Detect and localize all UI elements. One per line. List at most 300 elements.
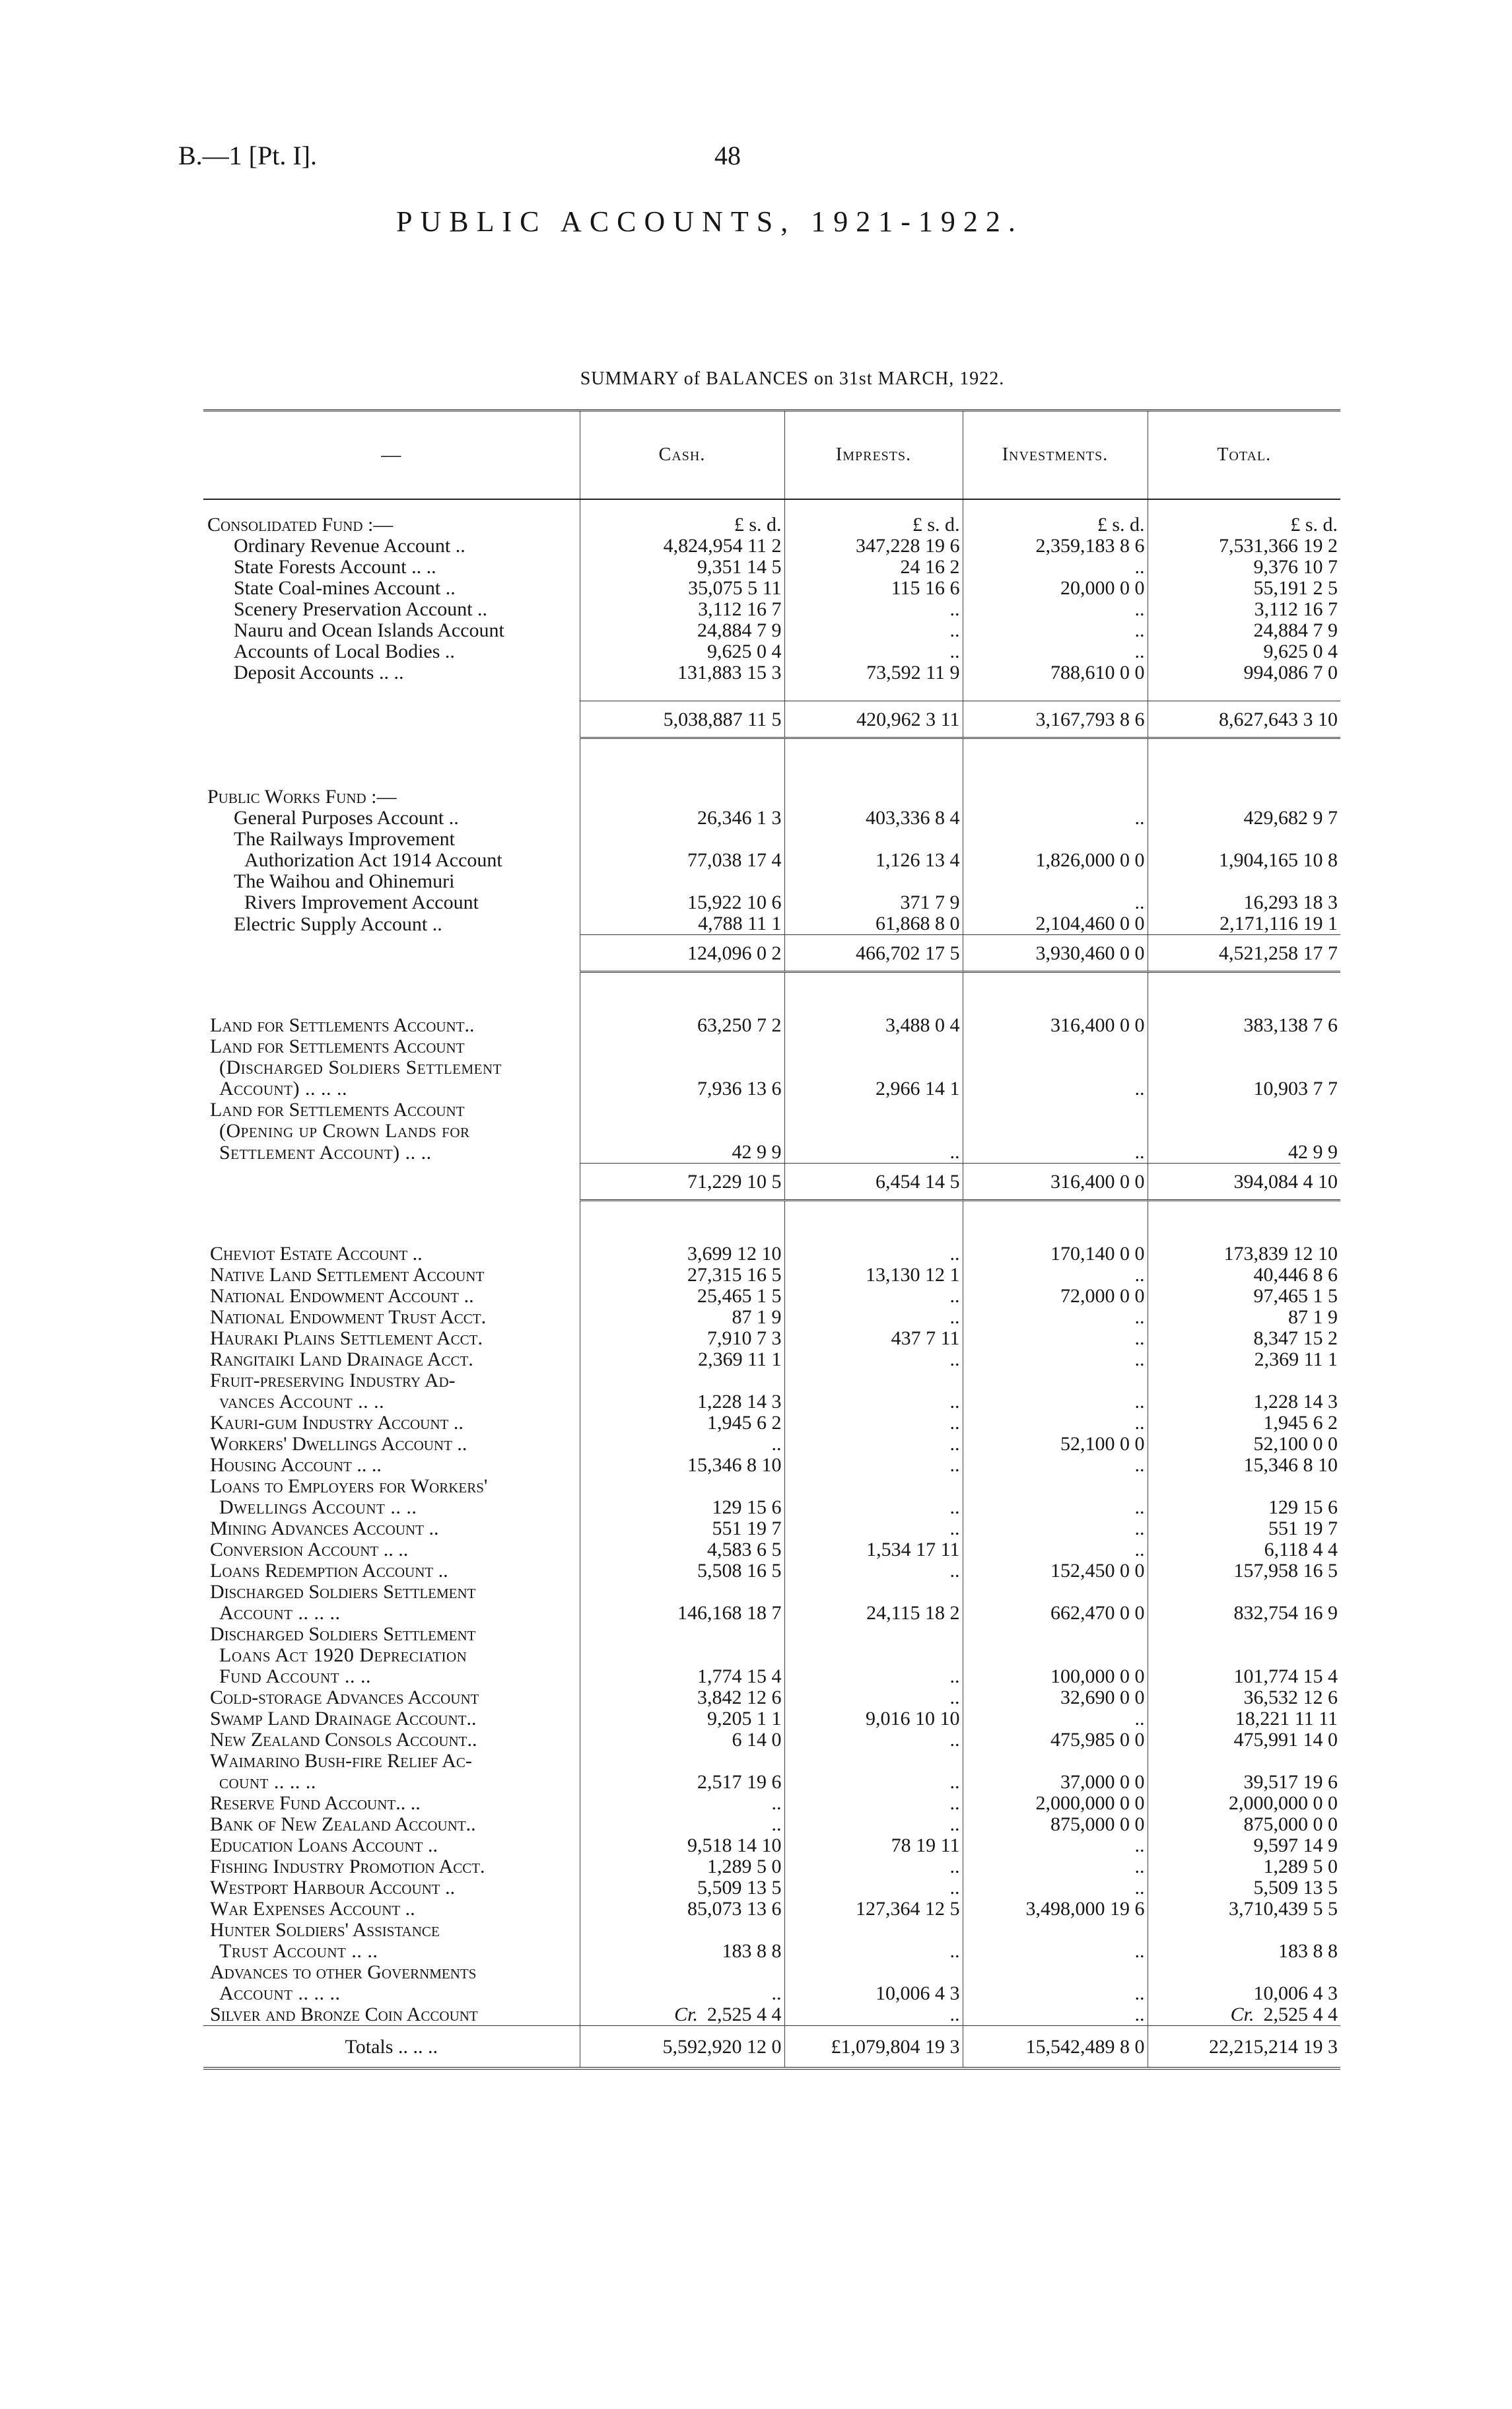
cell-imp: .. [784,1518,963,1539]
cell-imp: 371 7 9 [784,892,963,913]
cell-imp: .. [784,620,963,641]
spacer-cell [784,738,963,782]
row-label: Scenery Preservation Account .. [234,599,488,620]
spacer-cell [784,683,963,701]
subtotal-imp: 6,454 14 5 [784,1164,963,1201]
table-row [203,599,1340,620]
cell-inv: 2,000,000 0 0 [963,1793,1148,1814]
table-row [203,1539,1340,1560]
cell-imp: .. [784,1729,963,1751]
cell-tot: 5,509 13 5 [1148,1877,1340,1899]
cell-inv: .. [963,1265,1148,1286]
row-label: (Discharged Soldiers Settlement [219,1057,502,1078]
table-row [203,1015,1340,1036]
empty-cell [1148,1036,1340,1057]
row-label: The Waihou and Ohinemuri [234,871,455,892]
cell-inv: .. [963,1497,1148,1518]
cell-tot: 994,086 7 0 [1148,662,1340,683]
cell-imp: 127,364 12 5 [784,1899,963,1920]
cell-imp: 115 16 6 [784,578,963,599]
table-row [203,1751,1340,1772]
row-label: Trust Account .. .. [219,1941,378,1962]
row-label: Bank of New Zealand Account.. [210,1814,476,1835]
cell-cash: 24,884 7 9 [580,620,784,641]
subtotal-inv: 3,930,460 0 0 [963,935,1148,972]
table-row [203,1941,1340,1962]
table-row [203,1349,1340,1370]
table-row [203,1920,1340,1941]
empty-cell [784,829,963,850]
table-row [203,1057,1340,1078]
row-label: Rangitaiki Land Drainage Acct. [210,1349,473,1370]
table-row [203,499,1340,536]
cell-inv: .. [963,620,1148,641]
cell-imp: 13,130 12 1 [784,1265,963,1286]
empty-cell [580,1582,784,1603]
row-label: Swamp Land Drainage Account.. [210,1708,477,1729]
cell-inv: 316,400 0 0 [963,1015,1148,1036]
cell-imp: 9,016 10 10 [784,1708,963,1729]
row-label: Cold-storage Advances Account [210,1687,479,1708]
table-row [203,1793,1340,1814]
empty-cell [963,1476,1148,1497]
cell-tot: 173,839 12 10 [1148,1243,1340,1265]
spacer-cell [963,1201,1148,1244]
header-row [203,411,1340,500]
empty-cell [784,781,963,808]
empty-cell [580,781,784,808]
spacer-cell [784,1201,963,1244]
cell-inv: 2,104,460 0 0 [963,913,1148,935]
spacer-cell [963,738,1148,782]
subtotal-imp: 420,962 3 11 [784,701,963,738]
row-label: Account .. .. .. [219,1983,341,2004]
table-row [203,1370,1340,1391]
cell-cash: .. [580,1814,784,1835]
subtotal-cash: 5,038,887 11 5 [580,701,784,738]
cell-inv: .. [963,1518,1148,1539]
cell-tot: 10,903 7 7 [1148,1078,1340,1100]
cell-value: 2,525 4 4 [1263,2004,1338,2025]
table-row [203,1560,1340,1582]
table-row [203,892,1340,913]
row-label: vances Account .. .. [219,1391,385,1413]
row-label: Westport Harbour Account .. [210,1877,456,1899]
spacer-cell [1148,1201,1340,1244]
table-row [203,662,1340,683]
subtotal-tot: 394,084 4 10 [1148,1164,1340,1201]
empty-cell [963,1121,1148,1142]
table-row [203,536,1340,557]
cell-tot: 429,682 9 7 [1148,808,1340,829]
cell-imp: .. [784,1793,963,1814]
cell-tot: 551 19 7 [1148,1518,1340,1539]
cell-cash: 63,250 7 2 [580,1015,784,1036]
cell-inv: .. [963,1078,1148,1100]
units-label: £ s. d. [580,499,784,536]
cell-cash: 9,351 14 5 [580,557,784,578]
empty-cell [963,829,1148,850]
cell-imp: .. [784,1666,963,1687]
table-row [203,850,1340,871]
cell-inv: 788,610 0 0 [963,662,1148,683]
cell-tot: 7,531,366 19 2 [1148,536,1340,557]
table-row [203,578,1340,599]
cell-imp: 24,115 18 2 [784,1603,963,1624]
empty-cell [580,871,784,892]
cell-cash: 4,824,954 11 2 [580,536,784,557]
empty-cell [784,1370,963,1391]
empty-cell [784,1100,963,1121]
row-label: Hauraki Plains Settlement Acct. [210,1328,483,1349]
cell-inv: .. [963,557,1148,578]
row-label: Settlement Account) .. .. [219,1142,432,1164]
cell-cash: 26,346 1 3 [580,808,784,829]
cell-cash: 7,910 7 3 [580,1328,784,1349]
cell-tot: 101,774 15 4 [1148,1666,1340,1687]
cell-tot: 1,904,165 10 8 [1148,850,1340,871]
empty-cell [1148,1624,1340,1645]
row-label: Mining Advances Account .. [210,1518,439,1539]
cell-cash: 1,289 5 0 [580,1856,784,1877]
cell-inv: 2,359,183 8 6 [963,536,1148,557]
cell-inv: .. [963,1539,1148,1560]
table-row [203,1434,1340,1455]
row-label: State Forests Account .. .. [234,557,436,578]
row-label: Land for Settlements Account [210,1100,465,1121]
empty-cell [580,1057,784,1078]
table-row [203,1856,1340,1877]
table-row [203,1603,1340,1624]
row-label: Advances to other Governments [210,1962,477,1983]
table-row [203,1497,1340,1518]
cell-tot: 183 8 8 [1148,1941,1340,1962]
cell-imp: .. [784,1941,963,1962]
table-row [203,641,1340,662]
row-label: Accounts of Local Bodies .. [234,641,455,662]
table-row [203,1729,1340,1751]
empty-cell [963,781,1148,808]
table-row [203,972,1340,1016]
row-label: Land for Settlements Account.. [210,1015,475,1036]
empty-cell [580,829,784,850]
row-label: Account) .. .. .. [219,1078,347,1100]
cell-imp: .. [784,599,963,620]
empty-cell [1148,1476,1340,1497]
cell-imp: .. [784,1772,963,1793]
empty-cell [784,1121,963,1142]
row-label: Loans Act 1920 Depreciation [219,1645,467,1666]
cell-tot: 875,000 0 0 [1148,1814,1340,1835]
cell-cash: 129 15 6 [580,1497,784,1518]
row-label: Silver and Bronze Coin Account [210,2004,478,2025]
empty-cell [784,1057,963,1078]
empty-cell [580,1645,784,1666]
cell-imp: .. [784,1142,963,1164]
subtotal-cash: 124,096 0 2 [580,935,784,972]
cell-imp: .. [784,1687,963,1708]
cell-inv: 875,000 0 0 [963,1814,1148,1835]
table-row [203,1142,1340,1164]
empty-cell [963,1100,1148,1121]
row-label: Fishing Industry Promotion Acct. [210,1856,485,1877]
subtotal-cash: 71,229 10 5 [580,1164,784,1201]
cell-imp: .. [784,1391,963,1413]
table-row [203,1164,1340,1201]
empty-cell [784,1476,963,1497]
spacer-cell [203,972,580,1016]
cell-cash: 7,936 13 6 [580,1078,784,1100]
cell-cash: 35,075 5 11 [580,578,784,599]
table-row [203,935,1340,972]
empty-cell [784,871,963,892]
cell-imp: .. [784,1413,963,1434]
table-row [203,1772,1340,1793]
cell-cash: 87 1 9 [580,1307,784,1328]
empty-cell [963,1645,1148,1666]
cell-cash: 15,346 8 10 [580,1455,784,1476]
row-label: Nauru and Ocean Islands Account [234,620,504,641]
cell-inv: .. [963,1328,1148,1349]
cell-imp: 347,228 19 6 [784,536,963,557]
cell-cash: 5,509 13 5 [580,1877,784,1899]
empty-cell [784,1920,963,1941]
table-row [203,1413,1340,1434]
table-row [203,808,1340,829]
cell-imp: 403,336 8 4 [784,808,963,829]
cell-tot: 87 1 9 [1148,1307,1340,1328]
cell-tot: 9,376 10 7 [1148,557,1340,578]
grand-total-tot: 22,215,214 19 3 [1148,2026,1340,2069]
cell-imp: .. [784,1455,963,1476]
table-row [203,1455,1340,1476]
row-label: Public Works Fund :— [207,786,397,808]
empty-cell [1148,1100,1340,1121]
col-header-cash: Cash. [580,411,784,500]
table-row [203,2004,1340,2026]
cell-inv: .. [963,1142,1148,1164]
spacer-cell [963,683,1148,701]
cell-cash: 85,073 13 6 [580,1899,784,1920]
cell-imp: 24 16 2 [784,557,963,578]
empty-cell [784,1751,963,1772]
cell-imp: 78 19 11 [784,1835,963,1856]
row-label [203,935,580,972]
empty-cell [963,1370,1148,1391]
row-label: Rivers Improvement Account [244,892,479,913]
units-label: £ s. d. [784,499,963,536]
cell-inv: .. [963,1455,1148,1476]
row-label: New Zealand Consols Account.. [210,1729,477,1751]
empty-cell [580,1751,784,1772]
spacer-cell [1148,683,1340,701]
cell-cash: 9,518 14 10 [580,1835,784,1856]
cell-imp: .. [784,1814,963,1835]
cell-tot: 18,221 11 11 [1148,1708,1340,1729]
empty-cell [1148,1582,1340,1603]
cell-inv: .. [963,892,1148,913]
subtotal-inv: 3,167,793 8 6 [963,701,1148,738]
cell-cash: 146,168 18 7 [580,1603,784,1624]
row-label [203,701,580,738]
cell-tot: 1,945 6 2 [1148,1413,1340,1434]
row-label: Authorization Act 1914 Account [244,850,502,871]
cell-tot: 157,958 16 5 [1148,1560,1340,1582]
units-label: £ s. d. [1148,499,1340,536]
empty-cell [580,1100,784,1121]
row-label: Deposit Accounts .. .. [234,662,404,683]
spacer-cell [963,972,1148,1016]
table-row [203,1899,1340,1920]
cell-tot: 39,517 19 6 [1148,1772,1340,1793]
cell-inv: .. [963,1877,1148,1899]
cell-tot: 8,347 15 2 [1148,1328,1340,1349]
empty-cell [1148,1057,1340,1078]
cell-tot [1148,2004,1340,2026]
cell-imp: .. [784,1349,963,1370]
table-row [203,1877,1340,1899]
cell-tot: 129 15 6 [1148,1497,1340,1518]
table-row [203,781,1340,808]
col-header-imprests: Imprests. [784,411,963,500]
cell-inv: 37,000 0 0 [963,1772,1148,1793]
table-row [203,1708,1340,1729]
cell-imp: 1,534 17 11 [784,1539,963,1560]
cell-inv: 475,985 0 0 [963,1729,1148,1751]
row-label: Kauri-gum Industry Account .. [210,1413,464,1434]
row-label: Land for Settlements Account [210,1036,465,1057]
cell-inv: .. [963,1983,1148,2004]
empty-cell [580,1036,784,1057]
table-row [203,1645,1340,1666]
spacer-cell [580,1201,784,1244]
row-label: Hunter Soldiers' Assistance [210,1920,440,1941]
spacer-cell [784,972,963,1016]
table-row [203,1391,1340,1413]
table-row [203,1100,1340,1121]
cell-tot: 36,532 12 6 [1148,1687,1340,1708]
table-row [203,1265,1340,1286]
empty-cell [784,1582,963,1603]
cell-inv: 170,140 0 0 [963,1243,1148,1265]
empty-cell [963,1624,1148,1645]
row-label: Reserve Fund Account.. .. [210,1793,421,1814]
table-row [203,2026,1340,2069]
cell-imp: 2,966 14 1 [784,1078,963,1100]
cell-imp: .. [784,1243,963,1265]
empty-cell [784,1624,963,1645]
balances-table [203,409,1340,2070]
row-label: Discharged Soldiers Settlement [210,1582,476,1603]
empty-cell [1148,871,1340,892]
page-number: 48 [714,141,741,170]
cell-cash: 1,945 6 2 [580,1413,784,1434]
table-row [203,1666,1340,1687]
cell-tot: 3,710,439 5 5 [1148,1899,1340,1920]
empty-cell [963,1751,1148,1772]
spacer-cell [580,738,784,782]
cell-cash: 77,038 17 4 [580,850,784,871]
empty-cell [1148,1962,1340,1983]
empty-cell [784,1645,963,1666]
cell-cash: 3,699 12 10 [580,1243,784,1265]
cell-inv: .. [963,599,1148,620]
table-row [203,1687,1340,1708]
credit-marker: Cr. [674,2004,698,2025]
empty-cell [963,1036,1148,1057]
units-label: £ s. d. [963,499,1148,536]
cell-tot: 52,100 0 0 [1148,1434,1340,1455]
cell-cash: 5,508 16 5 [580,1560,784,1582]
cell-inv: .. [963,1349,1148,1370]
subtotal-tot: 8,627,643 3 10 [1148,701,1340,738]
empty-cell [1148,781,1340,808]
cell-cash: 42 9 9 [580,1142,784,1164]
cell-inv: .. [963,1941,1148,1962]
cell-tot: 2,171,116 19 1 [1148,913,1340,935]
table-row [203,683,1340,701]
cell-cash: 9,625 0 4 [580,641,784,662]
table-body [203,499,1340,2068]
cell-tot: 475,991 14 0 [1148,1729,1340,1751]
cell-cash: 3,842 12 6 [580,1687,784,1708]
row-label: Electric Supply Account .. [234,913,442,935]
cell-imp: .. [784,1307,963,1328]
cell-tot: 40,446 8 6 [1148,1265,1340,1286]
row-label: Fund Account .. .. [219,1666,372,1687]
empty-cell [580,1476,784,1497]
cell-inv: 52,100 0 0 [963,1434,1148,1455]
cell-tot: 2,369 11 1 [1148,1349,1340,1370]
cell-tot: 832,754 16 9 [1148,1603,1340,1624]
spacer-cell [1148,972,1340,1016]
subtotal-inv: 316,400 0 0 [963,1164,1148,1201]
empty-cell [963,1057,1148,1078]
spacer-cell [580,972,784,1016]
cell-cash: 4,788 11 1 [580,913,784,935]
cell-inv: 3,498,000 19 6 [963,1899,1148,1920]
empty-cell [580,1962,784,1983]
cell-tot: 1,228 14 3 [1148,1391,1340,1413]
row-label [203,1164,580,1201]
row-label: Workers' Dwellings Account .. [210,1434,467,1455]
empty-cell [580,1121,784,1142]
cell-inv: .. [963,1391,1148,1413]
row-label: State Coal-mines Account .. [234,578,456,599]
cell-inv: 1,826,000 0 0 [963,850,1148,871]
cell-tot: 42 9 9 [1148,1142,1340,1164]
cell-imp: .. [784,2004,963,2026]
table-row [203,1962,1340,1983]
row-label: Loans Redemption Account .. [210,1560,448,1582]
cell-tot: 10,006 4 3 [1148,1983,1340,2004]
row-label: Discharged Soldiers Settlement [210,1624,476,1645]
section-heading: Consolidated Fund :— [207,514,394,536]
table-row [203,1476,1340,1497]
cell-inv: .. [963,1835,1148,1856]
empty-cell [580,1624,784,1645]
table-row [203,1243,1340,1265]
cell-inv: .. [963,1708,1148,1729]
subtotal-imp: 466,702 17 5 [784,935,963,972]
spacer-cell [203,738,580,782]
empty-cell [1148,1645,1340,1666]
table-row [203,701,1340,738]
cell-cash: .. [580,1793,784,1814]
cell-cash: 1,228 14 3 [580,1391,784,1413]
table-row [203,1286,1340,1307]
cell-imp: .. [784,1877,963,1899]
